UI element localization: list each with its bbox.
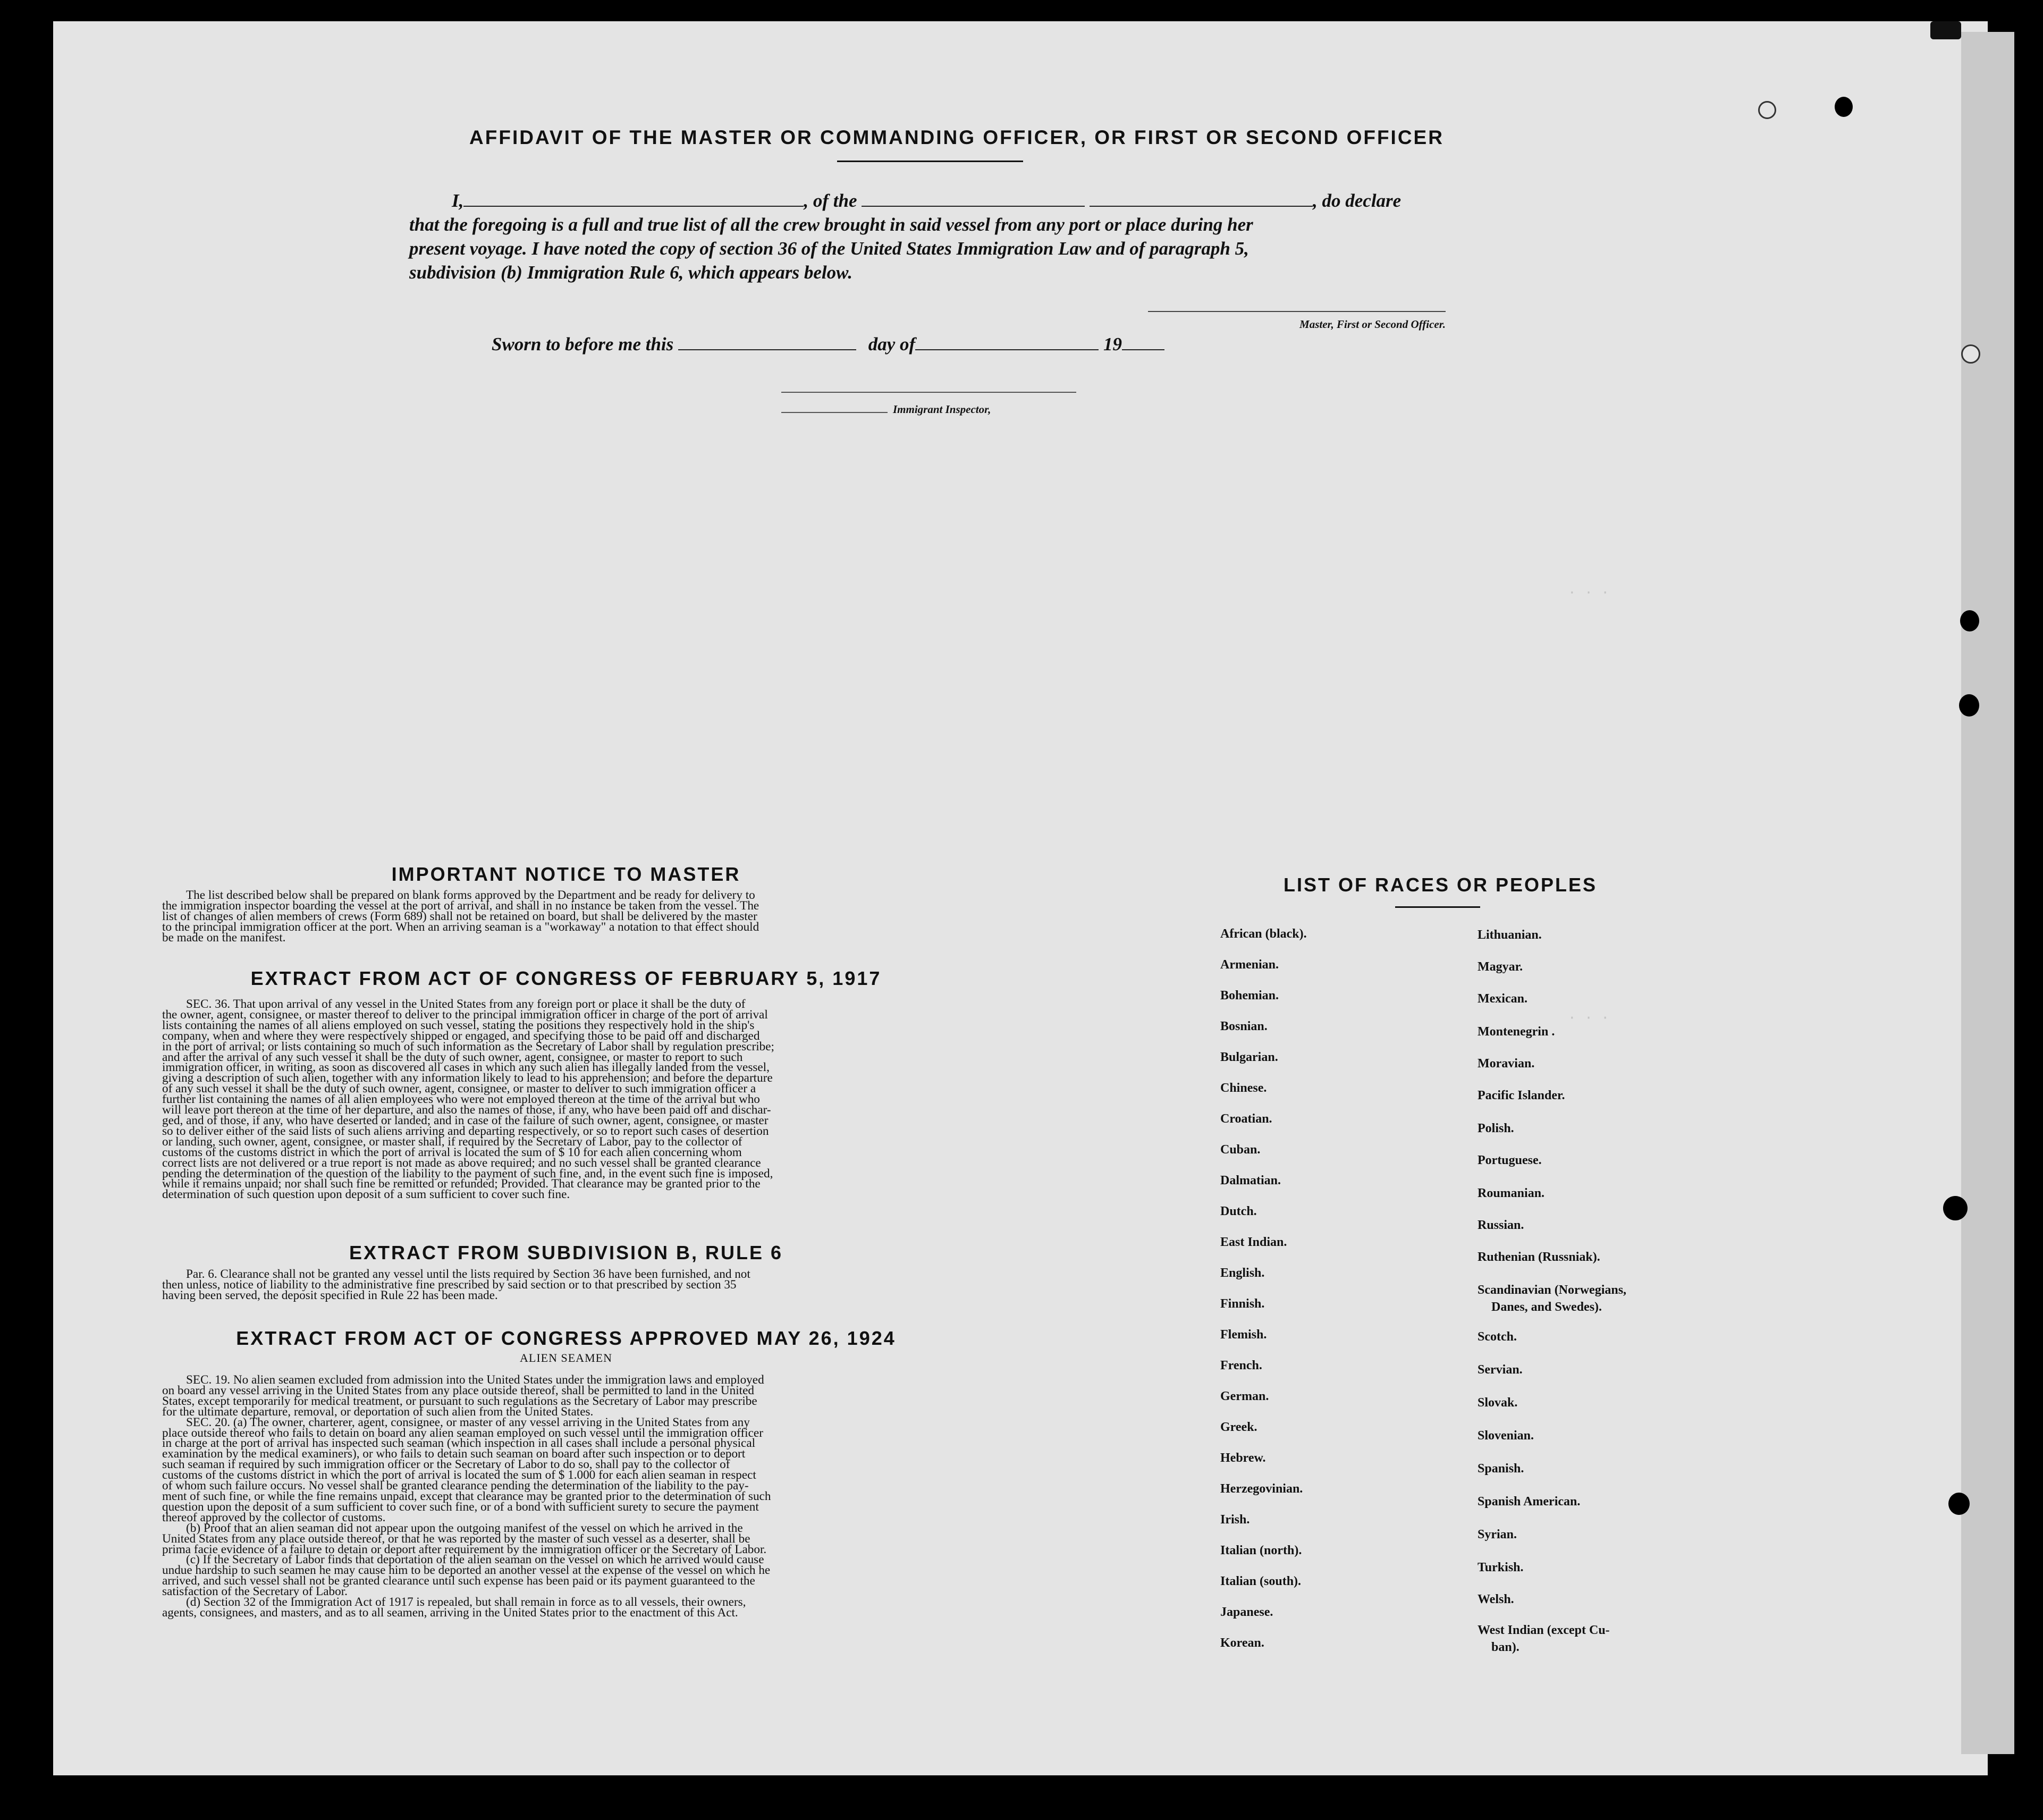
act-1917-line: determination of such question upon deposit of a sum sufficient to cover such fine. xyxy=(162,1187,570,1202)
race-item: Korean. xyxy=(1220,1636,1264,1650)
year-blank xyxy=(1122,349,1164,350)
race-item: Herzegovinian. xyxy=(1220,1482,1303,1496)
act-1924-line: SEC. 19. No alien seamen excluded from admission into the United States under the immigration laws and employed xyxy=(186,1373,764,1387)
act-1924-line: agents, consignees, and masters, and as to all seamen, arriving in the United States prior to the enactment of this Act. xyxy=(162,1605,738,1620)
vessel-blank xyxy=(862,206,1085,207)
act-1924-subtitle: ALIEN SEAMEN xyxy=(520,1351,612,1364)
race-item: Roumanian. xyxy=(1478,1186,1545,1200)
act-1924-line: such seaman if required by such immigration officer or the Secretary of Labor to do so, shall pay to the collector of xyxy=(162,1457,730,1472)
act-1917-line: of any such vessel it shall be the duty of such owner, agent, consignee, or master to deliver to such immigration officer a xyxy=(162,1082,756,1096)
race-item: Dutch. xyxy=(1220,1204,1257,1218)
race-item: English. xyxy=(1220,1266,1265,1280)
act-1917-line: the owner, agent, consignee, or master thereof to deliver to the principal immigration officer in charge of the port of arrival xyxy=(162,1007,768,1022)
divider xyxy=(837,161,1023,162)
act-1924-line: in charge at the port of arrival has inspected such seaman (which inspection in all cases shall include a personal physical xyxy=(162,1436,756,1451)
race-item: Syrian. xyxy=(1478,1528,1517,1541)
act-1917-body xyxy=(162,999,965,1200)
act-1924-line: thereof approved by the collector of customs. xyxy=(162,1510,386,1524)
rule-6-body xyxy=(162,1269,965,1301)
do-declare-text: , do declare xyxy=(1313,190,1402,211)
act-1924-line: prima facie evidence of a failure to detain or deport after requirement by the immigration officer or the Secretary of Labor. xyxy=(162,1542,767,1556)
affidavit-line-4: subdivision (b) Immigration Rule 6, which appears below. xyxy=(409,262,852,283)
race-item: Pacific Islander. xyxy=(1478,1089,1565,1102)
affidavit-paragraph xyxy=(409,189,1451,284)
bleed-through: · · · xyxy=(1568,1010,1610,1026)
affidavit-i: I, xyxy=(452,190,464,211)
race-item: Spanish. xyxy=(1478,1462,1524,1476)
act-1917-line: customs of the customs district in which the port of arrival is located the sum of $ 10 for each alien concerning whom xyxy=(162,1145,742,1159)
rule-6-title: EXTRACT FROM SUBDIVISION B, RULE 6 xyxy=(349,1242,783,1263)
race-item: Danes, and Swedes). xyxy=(1491,1300,1602,1314)
notice-line: to the principal immigration officer at the port. When an arriving seaman is a "workaway" a notation to that effect should xyxy=(162,920,759,934)
act-1917-title: EXTRACT FROM ACT OF CONGRESS OF FEBRUARY 5, 1917 xyxy=(250,967,882,989)
race-item: Hebrew. xyxy=(1220,1451,1266,1465)
act-1924-line: for the ultimate departure, removal, or deportation of such alien from the United States. xyxy=(162,1404,594,1419)
rule-6-line: then unless, notice of liability to the administrative fine prescribed by said section or to that prescribed by section 35 xyxy=(162,1277,737,1292)
notice-title: IMPORTANT NOTICE TO MASTER xyxy=(391,863,741,885)
notice-line: be made on the manifest. xyxy=(162,930,286,945)
race-item: Scandinavian (Norwegians, xyxy=(1478,1283,1627,1297)
signature-line xyxy=(1148,311,1446,312)
act-1924-line: (b) Proof that an alien seaman did not appear upon the outgoing manifest of the vessel on which he arrived in the xyxy=(186,1521,743,1535)
race-item: Bosnian. xyxy=(1220,1019,1268,1033)
race-item: Moravian. xyxy=(1478,1057,1535,1071)
punch-hole xyxy=(1960,610,1979,631)
act-1917-line: in the port of arrival; or lists containing so much of such information as the Secretary of Labor shall by regulation prescribe; xyxy=(162,1039,774,1054)
race-item: Scotch. xyxy=(1478,1330,1517,1344)
rule-6-line: having been served, the deposit specified in Rule 22 has been made. xyxy=(162,1288,498,1302)
punch-hole xyxy=(1959,694,1979,717)
act-1924-line: ment of such fine, or while the fine remains unpaid, except that clearance may be granted prior to the determination of such xyxy=(162,1489,771,1503)
act-1917-line: SEC. 36. That upon arrival of any vessel in the United States from any foreign port or place it shall be the duty of xyxy=(186,997,746,1011)
signature-label: Master, First or Second Officer. xyxy=(1299,318,1446,331)
punch-hole xyxy=(1943,1196,1968,1220)
page-edge xyxy=(1961,32,2014,1754)
race-item: Armenian. xyxy=(1220,958,1279,972)
act-1924-line: (c) If the Secretary of Labor finds that deportation of the alien seaman on the vessel on which he arrived would cause xyxy=(186,1553,764,1567)
affidavit-line-3: present voyage. I have noted the copy of section 36 of the United States Immigration Law and of paragraph 5, xyxy=(409,238,1249,259)
races-title: LIST OF RACES OR PEOPLES xyxy=(1283,874,1598,896)
act-1924-line: SEC. 20. (a) The owner, charterer, agent, consignee, or master of any vessel arriving in the United States from any xyxy=(186,1415,750,1429)
act-1924-line: undue hardship to such seamen he may cause him to be deported an another vessel at the expense of the vessel on which he xyxy=(162,1563,771,1578)
race-item: Finnish. xyxy=(1220,1297,1265,1311)
act-1924-line: arrived, and such vessel shall not be granted clearance until such expense has been paid or its payment guaranteed to the xyxy=(162,1574,755,1588)
inspector-label: Immigrant Inspector, xyxy=(893,403,991,416)
punch-hole xyxy=(1835,97,1853,117)
race-item: Croatian. xyxy=(1220,1112,1272,1126)
race-item: Flemish. xyxy=(1220,1328,1267,1342)
race-item: Cuban. xyxy=(1220,1143,1261,1157)
race-item: Spanish American. xyxy=(1478,1495,1581,1509)
affidavit-line-2: that the foregoing is a full and true list of all the crew brought in said vessel from any port or place during her xyxy=(409,214,1253,235)
act-1924-line: customs of the customs district in which the port of arrival is located the sum of $ 1.000 for each alien seaman in respect xyxy=(162,1468,756,1482)
race-item: Lithuanian. xyxy=(1478,928,1542,942)
sworn-line xyxy=(492,334,1164,355)
race-item: West Indian (except Cu- xyxy=(1478,1623,1610,1637)
act-1917-line: correct lists are not delivered or a true report is not made as above required; and no such vessel shall be granted clearance xyxy=(162,1156,761,1170)
race-item: Greek. xyxy=(1220,1420,1257,1434)
inspector-line xyxy=(781,392,1076,393)
act-1924-line: on board any vessel arriving in the United States from any place outside thereof, shall be permitted to land in the United xyxy=(162,1383,754,1397)
race-item: German. xyxy=(1220,1389,1269,1403)
bleed-through: · · · xyxy=(1568,585,1610,601)
act-1917-line: immigration officer, in writing, as soon as discovered all cases in which any such alien has illegally landed from the vessel, xyxy=(162,1060,770,1075)
vessel-blank-2 xyxy=(1090,206,1313,207)
race-item: Japanese. xyxy=(1220,1605,1273,1619)
notice-line: the immigration inspector boarding the vessel at the port of arrival, and shall in no instance be taken from the vessel. The xyxy=(162,898,759,913)
act-1924-line: of whom such failure occurs. No vessel shall be granted clearance pending the determination of the liability to the pay- xyxy=(162,1479,749,1493)
race-item: Slovak. xyxy=(1478,1396,1518,1410)
race-item: Turkish. xyxy=(1478,1561,1524,1574)
rule-6-line: Par. 6. Clearance shall not be granted any vessel until the lists required by Section 36 have been furnished, and not xyxy=(186,1267,750,1281)
act-1924-line: examination by the medical examiners), or who fails to detain such seaman on board after such inspection or to deport xyxy=(162,1447,746,1461)
act-1924-line: satisfaction of the Secretary of Labor. xyxy=(162,1585,348,1599)
name-blank xyxy=(463,206,804,207)
act-1917-line: while it remains unpaid; nor shall such fine be remitted or refunded; Provided. That clearance may be granted prior to the xyxy=(162,1177,761,1191)
race-item: African (black). xyxy=(1220,927,1307,941)
notice-line: The list described below shall be prepared on blank forms approved by the Department and be ready for delivery to xyxy=(186,888,755,902)
act-1924-body xyxy=(162,1375,965,1619)
race-item: Russian. xyxy=(1478,1218,1524,1232)
race-item: Irish. xyxy=(1220,1513,1250,1527)
race-item: Chinese. xyxy=(1220,1081,1267,1095)
race-item: Dalmatian. xyxy=(1220,1174,1281,1187)
act-1917-line: further list containing the names of all alien employees who were not employed thereon at the time of the arrival but who xyxy=(162,1092,760,1107)
punch-hole xyxy=(1948,1493,1970,1515)
race-item: East Indian. xyxy=(1220,1235,1287,1249)
edge-mark xyxy=(1930,21,1961,39)
sworn-text: Sworn to before me this xyxy=(492,334,674,355)
race-item: Montenegrin . xyxy=(1478,1025,1555,1039)
punch-hole-ring xyxy=(1758,101,1776,119)
act-1924-line: place outside thereof who fails to detain on board any alien seaman employed on such vessel until the immigration officer xyxy=(162,1426,763,1440)
race-item: French. xyxy=(1220,1359,1262,1372)
act-1917-line: giving a description of such alien, together with any information likely to lead to his apprehension; and before the departure xyxy=(162,1071,773,1085)
race-item: ban). xyxy=(1491,1640,1519,1654)
race-item: Ruthenian (Russniak). xyxy=(1478,1250,1600,1264)
sworn-day-blank xyxy=(678,349,856,350)
act-1917-line: and after the arrival of any such vessel it shall be the duty of such owner, agent, consignee, or master to report to such xyxy=(162,1050,743,1064)
act-1924-line: States, except temporarily for medical treatment, or pursuant to such regulations as the Secretary of Labor may prescribe xyxy=(162,1394,757,1408)
punch-hole-ring xyxy=(1961,344,1980,364)
race-item: Italian (south). xyxy=(1220,1574,1302,1588)
act-1924-line: (d) Section 32 of the Immigration Act of 1917 is repealed, but shall remain in force as to all vessels, their owners, xyxy=(186,1595,746,1610)
act-1924-line: question upon the deposit of a sum sufficient to cover such fine, or of a bond with sufficient surety to secure the payment xyxy=(162,1499,759,1514)
year-prefix: 19 xyxy=(1103,334,1122,355)
act-1917-line: or landing, such owner, agent, consignee, or master shall, if required by the Secretary of Labor, pay to the collector of xyxy=(162,1134,742,1149)
race-item: Polish. xyxy=(1478,1122,1514,1135)
act-1924-title: EXTRACT FROM ACT OF CONGRESS APPROVED MAY 26, 1924 xyxy=(236,1327,896,1349)
act-1917-line: will leave port thereon at the time of her departure, and also the names of those, if any, who have been paid off and dischar- xyxy=(162,1103,771,1117)
notice-body xyxy=(162,890,965,943)
race-item: Bohemian. xyxy=(1220,989,1279,1002)
act-1917-line: pending the determination of the question of the liability to the payment of such fine, and, in the event such fine is imposed, xyxy=(162,1166,773,1181)
act-1917-line: company, when and where they were respectively shipped or engaged, and specifying those to be paid off and discharged xyxy=(162,1029,760,1043)
of-the-text: , of the xyxy=(804,190,857,211)
race-item: Bulgarian. xyxy=(1220,1050,1278,1064)
divider xyxy=(1395,906,1480,908)
notice-line: list of changes of alien members of crews (Form 689) shall not be retained on board, but shall be delivered by the master xyxy=(162,909,757,923)
race-item: Servian. xyxy=(1478,1363,1523,1377)
affidavit-title: AFFIDAVIT OF THE MASTER OR COMMANDING OFFICER, OR FIRST OR SECOND OFFICER xyxy=(469,127,1444,148)
act-1917-line: lists containing the names of all aliens employed on such vessel, stating the positions they respectively hold in the ship's xyxy=(162,1018,755,1032)
race-item: Slovenian. xyxy=(1478,1429,1534,1443)
race-item: Magyar. xyxy=(1478,960,1523,974)
race-item: Mexican. xyxy=(1478,992,1527,1006)
month-blank xyxy=(915,349,1099,350)
act-1924-line: United States from any place outside thereof, or that he was reported by the master of such vessel as a deserter, shall be xyxy=(162,1531,750,1546)
act-1917-line: so to deliver either of the said lists of such aliens arriving and departing respectively, or so to report such cases of desertion xyxy=(162,1124,769,1138)
inspector-line-2 xyxy=(781,412,888,413)
race-item: Italian (north). xyxy=(1220,1544,1302,1557)
act-1917-line: ged, and of those, if any, who have deserted or landed; and in case of the failure of such owner, agent, consignee, or master xyxy=(162,1113,769,1127)
race-item: Portuguese. xyxy=(1478,1153,1542,1167)
day-of-text: day of xyxy=(868,334,916,355)
race-item: Welsh. xyxy=(1478,1592,1514,1606)
